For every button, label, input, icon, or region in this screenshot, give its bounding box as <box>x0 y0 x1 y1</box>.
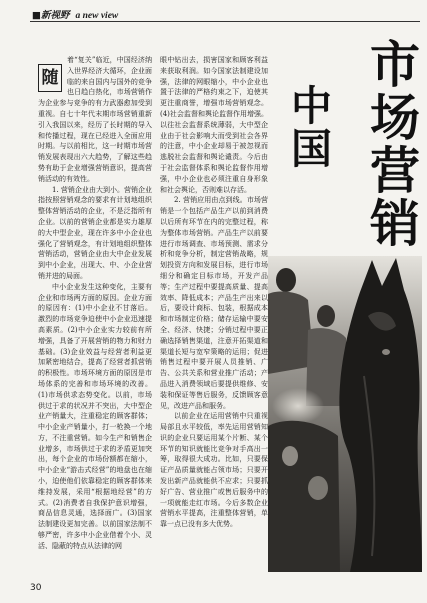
body-paragraph: 以前企业在运用营销中只重视局部且水平较低，率先运用营销知识的企业只要运用某个片断、某个环节的知识就能比竞争对手高出一筹，取得很大成功。比如，只要保证产品质量就能占领市场；只要开发出新产品就能供不应求；只要抓好广告、营业推广或售后服务中的一项就能走红市场。今后多数企业营销水平提高，注重整体营销，单靠一点已没有多大优势。 <box>160 412 268 529</box>
market-scene-photo <box>268 256 422 572</box>
headline-part-1: 中国 <box>284 84 332 170</box>
body-paragraph: 中小企业发生这种变化，主要有企业和市场两方面的原因。企业方面的原因有：(1)中小企业不甘落后。激烈的市场竞争迫使中小企业迅速提高素质。(2)中小企业实力较前有所增强，具备了开展营销的物力和财力基础。(3)企业效益与经营者利益更加紧密地结合，提高了经营者抓营销的积极性。市场环境方面的原因是市场体系的完善和市场环境的改善。(1)市场供求态势变化。以前，市场供过于求的状况并不突出，大中型企业产销量大，注重稳定的顾客群体；中小企业产销量小，打一枪换一个地方，不注重营销。如今生产和销售企业增多，市场供过于求的矛盾更加突出，每个企业的市场份额都在缩小，中小企业“游击式经营”的地盘也在缩小，迫使他们依靠稳定的顾客群体来维持发展，采用“根据地经营”的方式。(2)消费者自我保护意识增强，商品信息灵通，选择面广。(3)国家法制建设更加完善。以前国家法制不够严密，许多中小企业借着个小、灵活、隐蔽的特点从法律的网 <box>38 282 152 550</box>
light-patch <box>272 388 324 424</box>
person-face <box>282 446 298 466</box>
article-column-left <box>38 55 152 552</box>
body-paragraph: 1. 营销企业由大到小。营销企业指按照营销观念的要求有计划地组织整体营销活动的企业，不是泛指所有企业。以前的营销企业都是实力雄厚的大中型企业，现在许多中小企业也强化了营销观念，有计划地组织整体营销活动，营销企业由大中企业发展到中小企业，出现大、中、小企业营销并进的局面。 <box>38 185 152 280</box>
horse-eye <box>382 349 390 355</box>
page-number: 30 <box>30 583 42 593</box>
person-head <box>317 305 335 327</box>
section-title-cn: 新视野 <box>40 10 70 21</box>
section-mark: ■ <box>32 10 41 21</box>
intro-paragraph <box>38 55 152 185</box>
section-title-en: a new view <box>75 11 119 21</box>
crowd-shadow <box>268 421 340 572</box>
drop-cap: 随 <box>38 64 62 92</box>
person-body <box>268 292 314 374</box>
body-paragraph-continued: 眼中钻出去，损害国家和顾客利益来获取利润。如今国家法制建设加强，法律的网眼缩小，中小企业也置于法律的严格约束之下，迫使其更注重商誉，增强市场营销观念。(4)社会监督和舆论监督作用增强。以往社会监督系统薄弱，大中型企业由于社会影响大而受到社会各界的注意，中小企业却易于被忽视而逃脱社会监督和舆论谴责。今后由于社会监督体系和舆论监督作用增强，中小企业也必须注重自身形象和社会舆论，否则难以存活。 <box>160 56 268 194</box>
header-rule <box>30 21 420 22</box>
person-face <box>308 476 328 500</box>
person-head <box>276 268 296 292</box>
section-header <box>32 7 118 21</box>
headline-part-2: 市场营销 <box>362 38 420 250</box>
intro-paragraph-text: 着“复关”临近，中国经济纳入世界经济大循环，企业面临的来自国内与国外的竞争也日趋白热化，市场营销作为企业参与竞争的有力武器愈加受到重视。自七十年代末期市场营销重新引入我国以来，经历了长时期的导入和传播过程，现在已经进入全面应用时期。与以前相比，这一时期市场营销发展表现出六大趋势，了解这些趋势有助于企业增强营销意识，提高营销活动的有效性。 <box>38 56 152 183</box>
article-column-middle <box>160 55 268 530</box>
body-paragraph: 2. 营销应用由点到线。市场营销是一个包括产品生产以前到消费以后所有环节在内的完整过程，称为整体市场营销。产品生产以前要进行市场调查、市场预测、需求分析和竞争分析，制定营销战略，规划投资方向和发展目标，进行市场细分和确定目标市场，开发产品等；生产过程中要提高质量、提高效率、降低成本；产品生产出来以后，要设计商标、包装，根据成本和市场制定价格；储存运输中要安全、经济、快捷；分销过程中要正确选择销售渠道，注意开拓渠道和渠道长短与宽窄策略的运用；促进销售过程中要开展人员推销、广告、公共关系和营业推广活动；产品进入消费领域后要提供维修、安装和保证等售后服务，反馈顾客意见，改进产品和服务。 <box>160 196 268 410</box>
